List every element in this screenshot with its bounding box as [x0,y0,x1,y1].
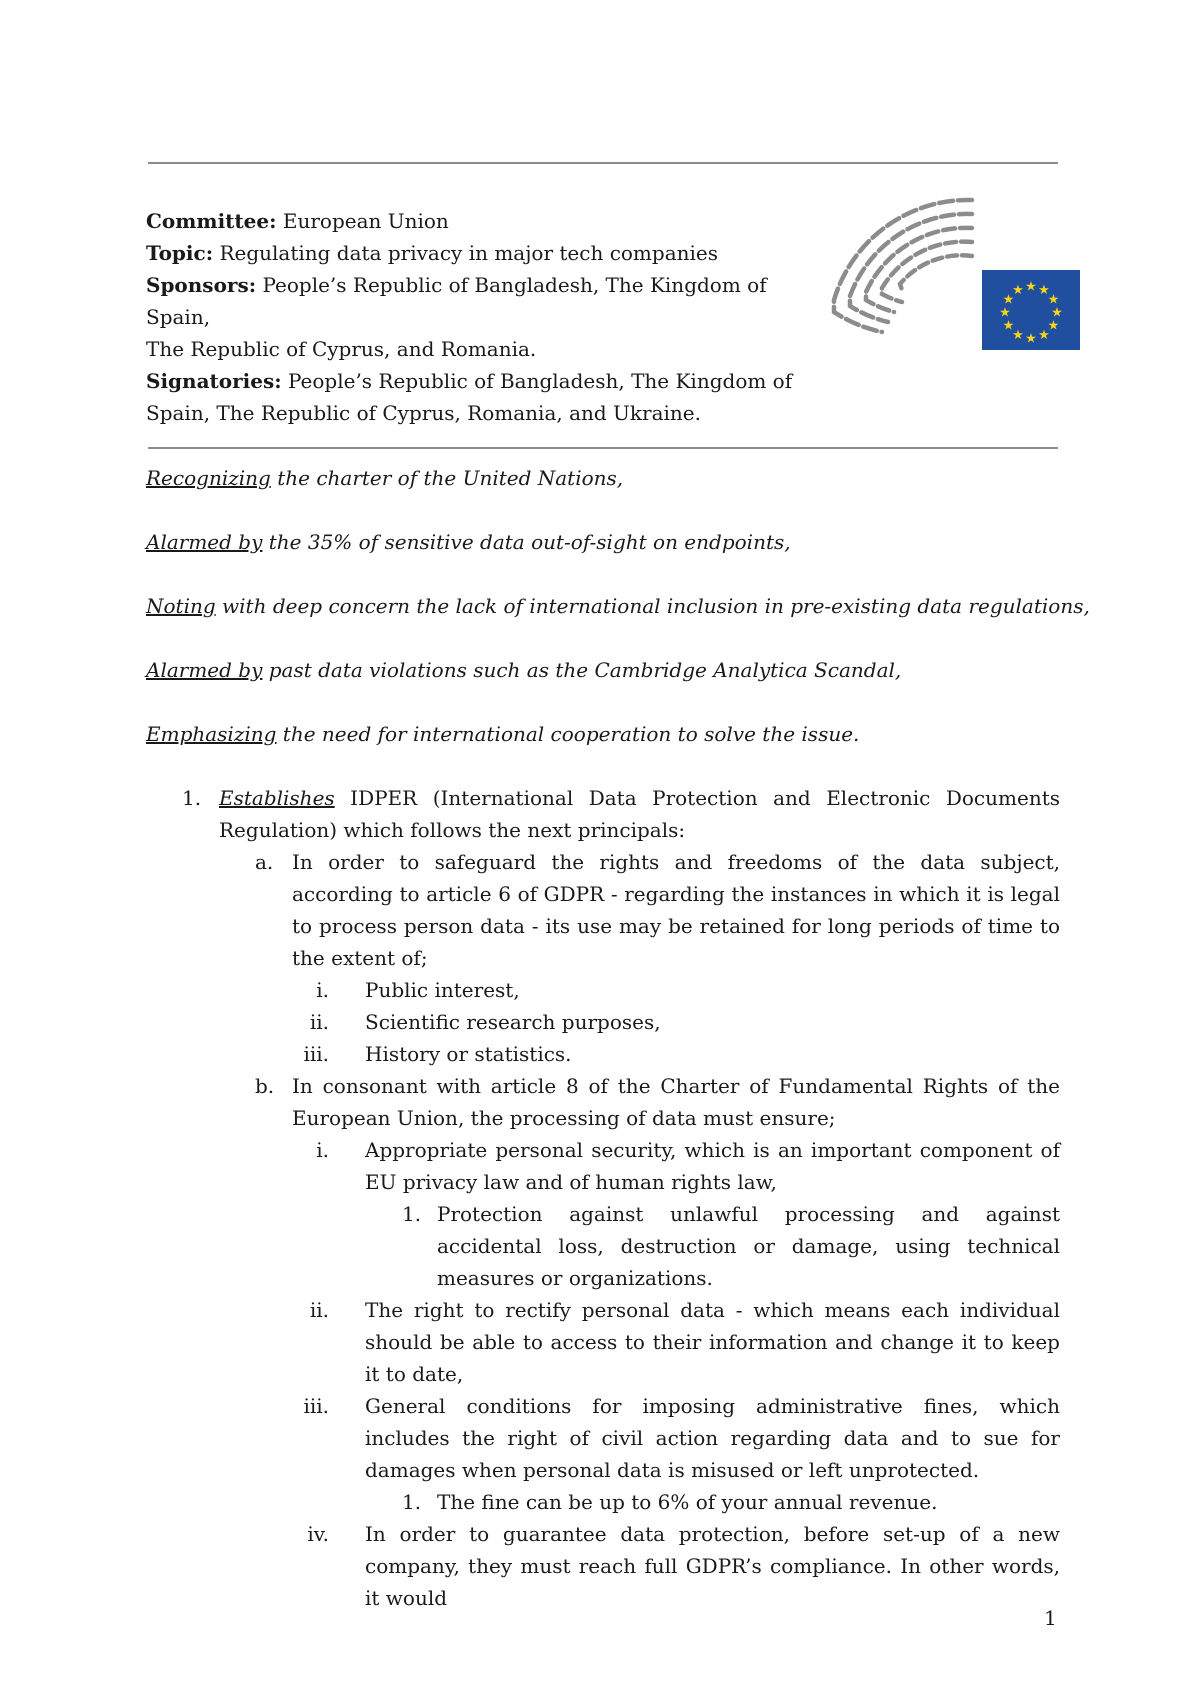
svg-text:★: ★ [1002,292,1015,308]
svg-text:★: ★ [1038,328,1050,343]
preamb-clause-alarmed-1: Alarmed by the 35% of sensitive data out-of-sight on endpoints, [146,530,791,554]
sponsors-line-2: The Republic of Cyprus, and Romania. [146,337,537,361]
subclause-b-iv: iv. In order to guarantee data protection, before set-up of a new company, they must reach full GDPR’s compliance. In other words, it would [307,1522,1060,1610]
preamb-clause-recognizing: Recognizing the charter of the United Nations, [146,466,624,490]
subclause-a: a. In order to safeguard the rights and freedoms of the data subject, according to article 6 of GDPR - regarding the instances in which it is legal to process person data - its use may be retained for long periods of time to the extent of; [255,850,1060,970]
committee-line: Committee: European Union [146,209,449,233]
subclause-b-ii: ii. The right to rectify personal data - which means each individual should be able to access to their information and change it to keep it to date, [309,1298,1060,1386]
sponsors-line: Sponsors: People’s Republic of Bangladesh, The Kingdom of Spain, [146,273,767,329]
svg-text:★: ★ [999,305,1011,321]
subclause-b-i: i. Appropriate personal security, which is an important component of EU privacy law and of human rights law, [316,1138,1060,1194]
svg-text:★: ★ [1038,283,1050,298]
svg-text:★: ★ [1012,328,1024,343]
subclause-b-iii: iii. General conditions for imposing administrative fines, which includes the right of civil action regarding data and to sue for damages when personal data is misused or left unprotected. [303,1394,1060,1482]
svg-text:★: ★ [1047,318,1060,334]
svg-text:★: ★ [1025,331,1037,347]
preambulatory-clauses [146,462,1090,782]
top-rule [148,162,1058,164]
svg-text:★: ★ [1002,318,1015,334]
subclause-b: b. In consonant with article 8 of the Charter of Fundamental Rights of the European Union, the processing of data must ensure; [255,1074,1060,1130]
signatories-line-2: Spain, The Republic of Cyprus, Romania, and Ukraine. [146,401,701,425]
signatories-line: Signatories: People’s Republic of Bangladesh, The Kingdom of [146,369,793,393]
svg-text:★: ★ [1012,283,1024,298]
european-parliament-logo [822,192,1082,364]
preamb-clause-alarmed-2: Alarmed by past data violations such as the Cambridge Analytica Scandal, [146,658,902,682]
page-number: 1 [1044,1606,1057,1630]
eu-flag-icon [982,270,1080,350]
subclause-a-i: i. Public interest, [316,978,520,1002]
european-parliament-hemicycle-icon [834,200,972,332]
svg-text:★: ★ [1025,279,1037,295]
subclause-b-i-1: 1. Protection against unlawful processing and against accidental loss, destruction or damage, using technical measures or organizations. [402,1202,1060,1290]
svg-text:★: ★ [1047,292,1060,308]
subclause-b-iii-1: 1. The fine can be up to 6% of your annual revenue. [402,1490,938,1514]
preamb-clause-noting: Noting with deep concern the lack of international inclusion in pre-existing data regulations, [146,594,1090,618]
subclause-a-iii: iii. History or statistics. [303,1042,572,1066]
svg-text:★: ★ [1051,305,1063,321]
operative-clauses [0,782,1200,1614]
preamb-clause-emphasizing: Emphasizing the need for international cooperation to solve the issue. [146,722,860,746]
subclause-a-ii: ii. Scientific research purposes, [309,1010,661,1034]
operative-clause-1: 1. Establishes IDPER (International Data Protection and Electronic Documents Regulation) which follows the next principals: [182,786,1060,842]
resolution-header [146,205,826,429]
middle-rule [148,447,1058,449]
topic-line: Topic: Regulating data privacy in major tech companies [146,241,719,265]
